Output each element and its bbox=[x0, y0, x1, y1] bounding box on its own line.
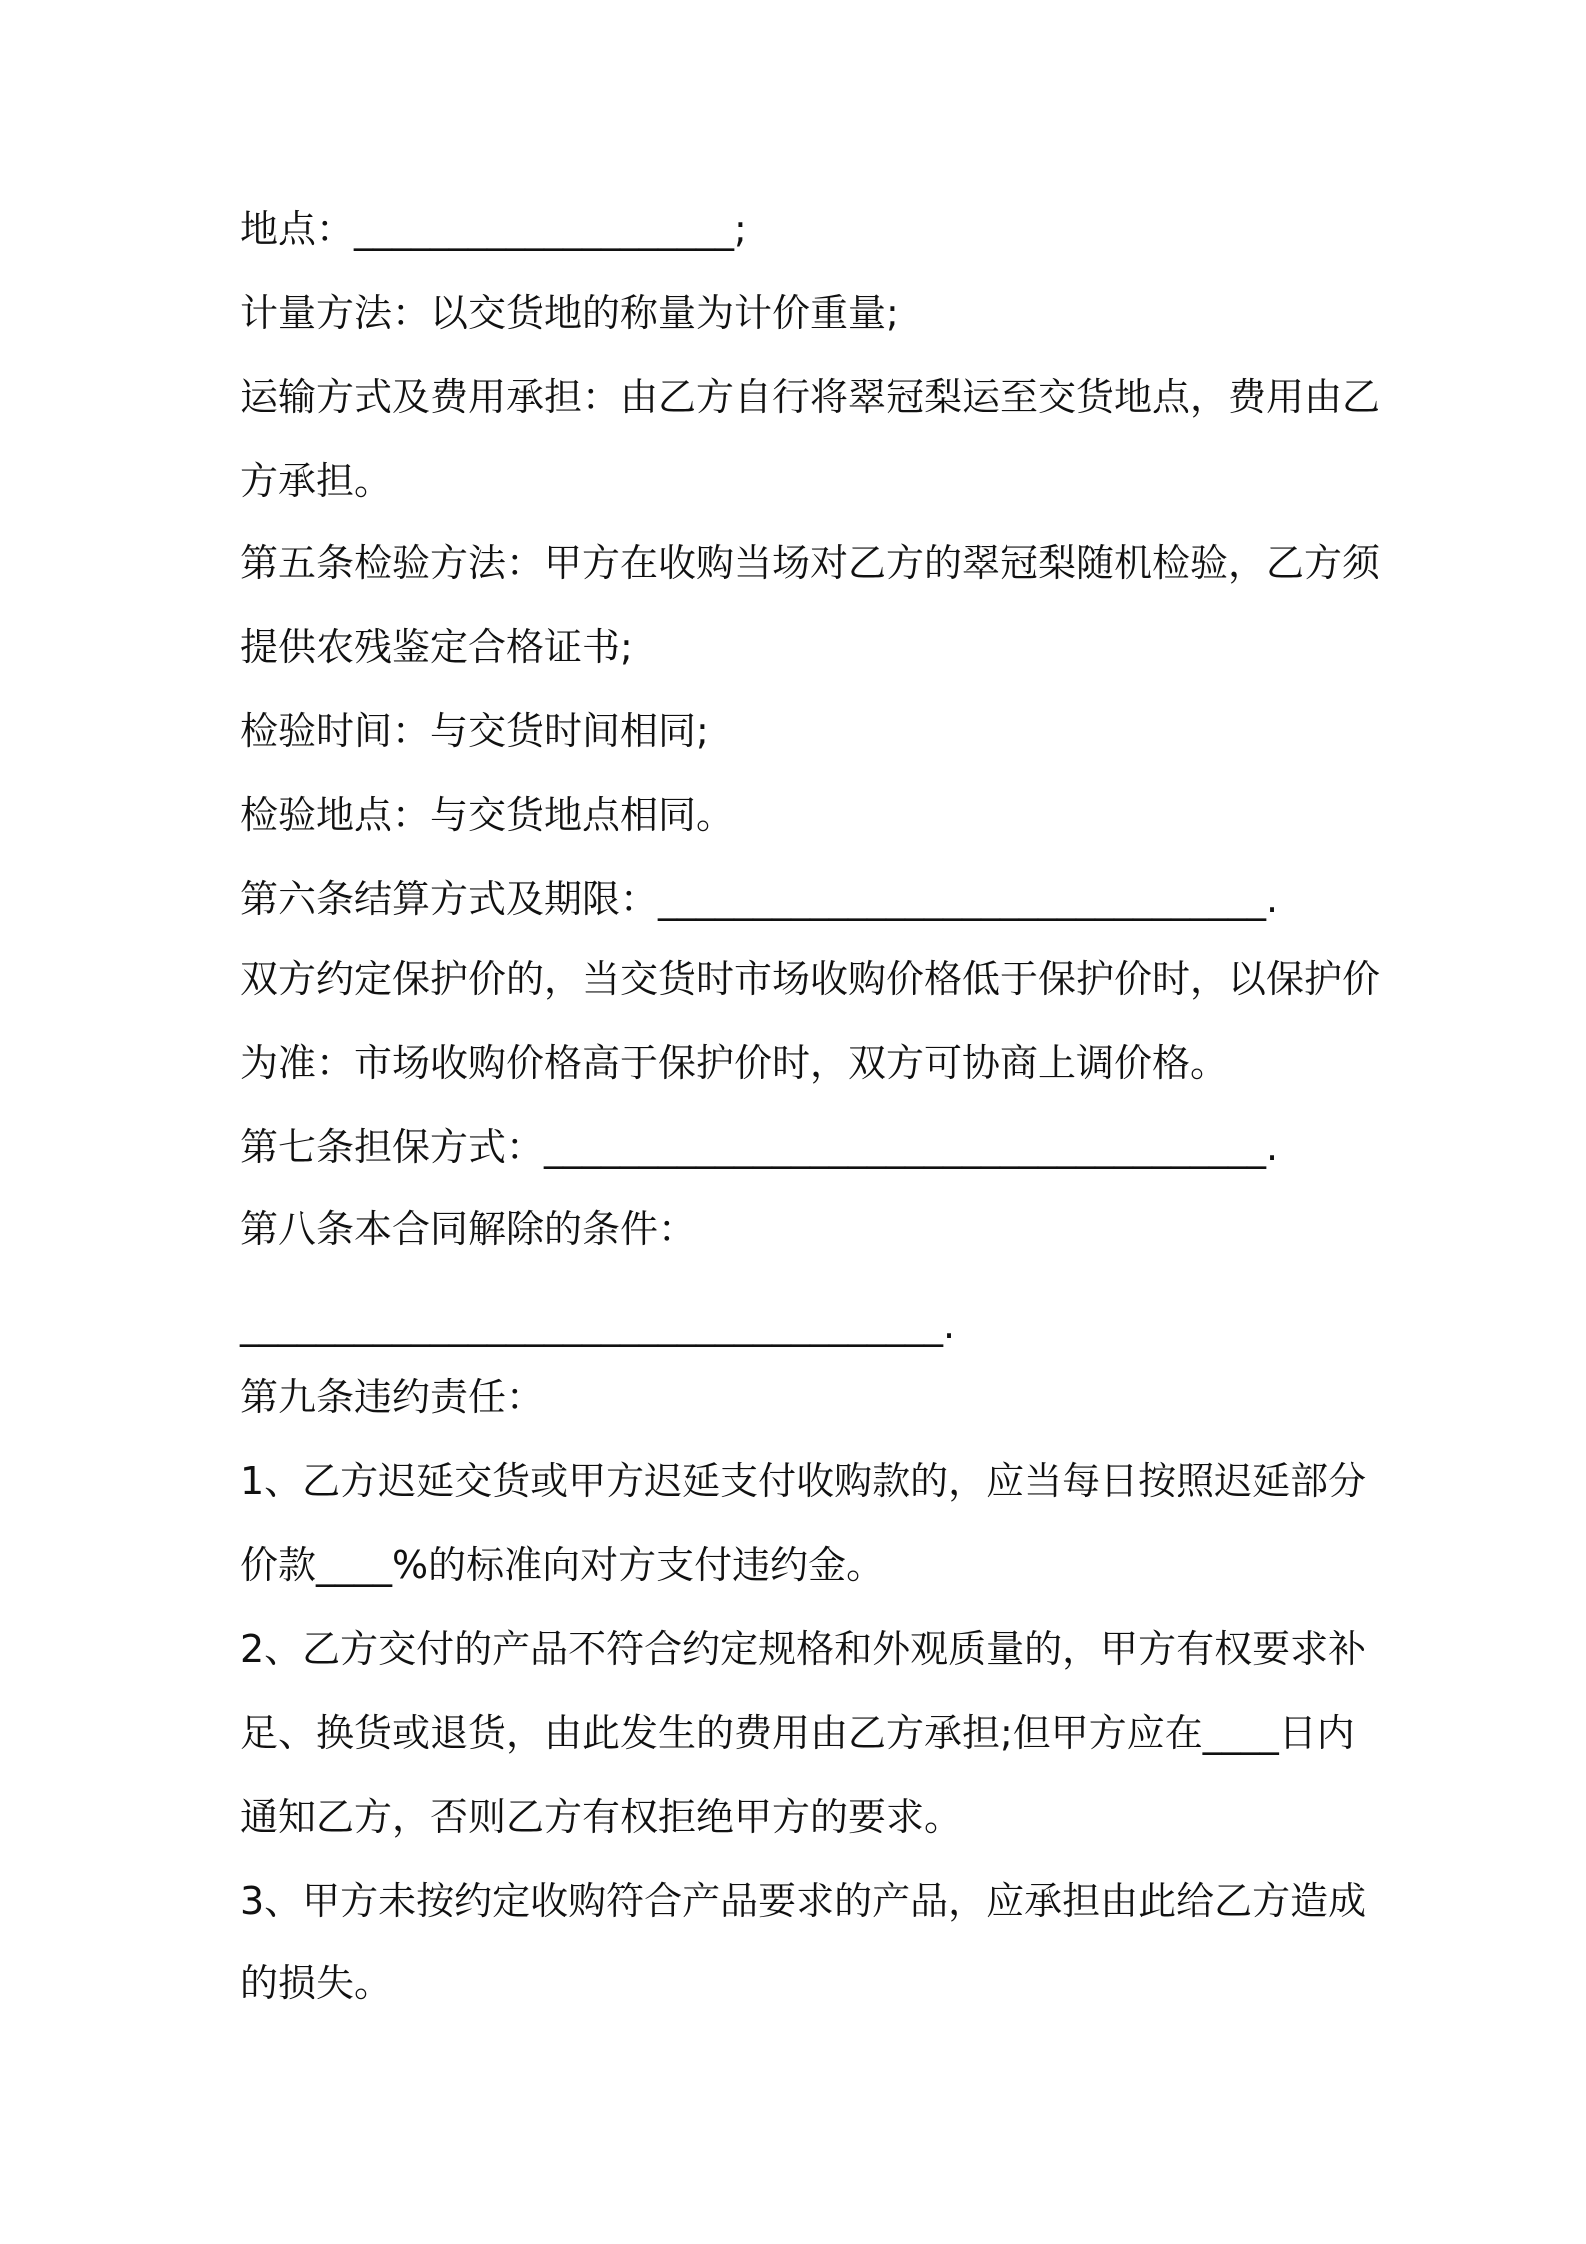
text-line: 的损失。 bbox=[240, 1961, 393, 2005]
text-line: 检验地点：与交货地点相同。 bbox=[240, 793, 735, 837]
text-line: 方承担。 bbox=[240, 459, 393, 503]
text-line: 第七条担保方式：______________________________________. bbox=[240, 1125, 1279, 1169]
text-line: 检验时间：与交货时间相同; bbox=[240, 709, 709, 753]
text-line: 1、乙方迟延交货或甲方迟延支付收购款的，应当每日按照迟延部分 bbox=[240, 1459, 1367, 1503]
text-line: _____________________________________. bbox=[240, 1303, 956, 1347]
text-line: 运输方式及费用承担：由乙方自行将翠冠梨运至交货地点，费用由乙 bbox=[240, 375, 1381, 419]
text-line: 2、乙方交付的产品不符合约定规格和外观质量的，甲方有权要求补 bbox=[240, 1627, 1367, 1671]
text-line: 价款____%的标准向对方支付违约金。 bbox=[240, 1543, 885, 1587]
text-line: 提供农残鉴定合格证书; bbox=[240, 625, 633, 669]
text-line: 地点：____________________; bbox=[240, 207, 747, 251]
text-line: 通知乙方，否则乙方有权拒绝甲方的要求。 bbox=[240, 1795, 963, 1839]
text-line: 双方约定保护价的，当交货时市场收购价格低于保护价时，以保护价 bbox=[240, 957, 1381, 1001]
text-line: 第九条违约责任： bbox=[240, 1375, 545, 1419]
text-line: 计量方法：以交货地的称量为计价重量; bbox=[240, 291, 899, 335]
text-line: 第五条检验方法：甲方在收购当场对乙方的翠冠梨随机检验，乙方须 bbox=[240, 541, 1381, 585]
text-line: 3、甲方未按约定收购符合产品要求的产品，应承担由此给乙方造成 bbox=[240, 1879, 1367, 1923]
text-line: 为准：市场收购价格高于保护价时，双方可协商上调价格。 bbox=[240, 1041, 1229, 1085]
text-line: 足、换货或退货，由此发生的费用由乙方承担;但甲方应在____日内 bbox=[240, 1711, 1355, 1755]
text-line: 第六条结算方式及期限：________________________________. bbox=[240, 877, 1279, 921]
text-line: 第八条本合同解除的条件： bbox=[240, 1207, 697, 1251]
